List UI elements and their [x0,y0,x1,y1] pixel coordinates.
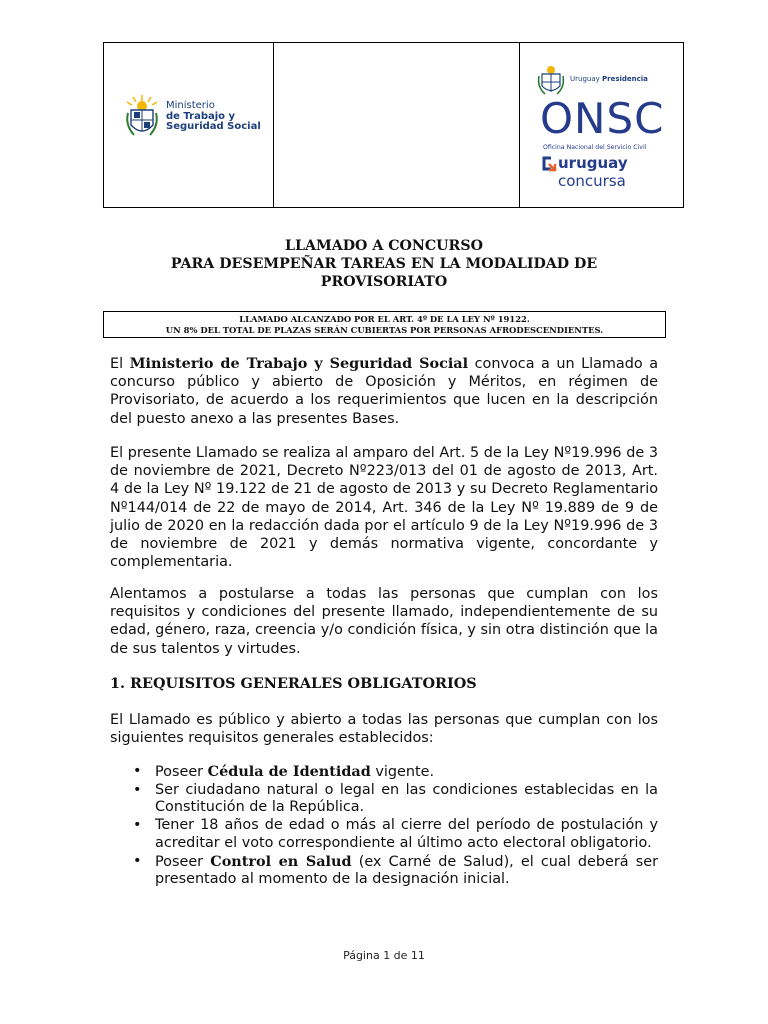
header-cell-mtss [104,43,274,207]
concursa-arrow-icon [540,155,558,173]
mtss-line1: Ministerio [166,100,215,111]
onsc-acronym: ONSC [540,94,665,143]
page-number: Página 1 de 11 [343,949,425,962]
document-title [110,237,658,291]
bullet-marker: • [133,817,142,834]
list-item: • Ser ciudadano natural o legal en las condiciones establecidas en la Constitución de la República. [133,781,658,816]
bullet-marker: • [133,763,142,779]
mtss-line3: Seguridad Social [166,121,261,132]
ministry-name: Ministerio de Trabajo y Seguridad Social [129,355,469,372]
notice-line1: LLAMADO ALCANZADO POR EL ART. 4º DE LA LEY Nº 19122. [239,314,530,324]
mtss-logo-text [166,101,261,133]
notice-line2: UN 8% DEL TOTAL DE PLAZAS SERÁN CUBIERTAS POR PERSONAS AFRODESCENDIENTES. [165,325,604,335]
title-line3: PROVISORIATO [320,274,448,290]
uruguay-concursa-label: uruguay concursa [558,154,628,190]
paragraph-inclusion: Alentamos a postularse a todas las personas que cumplan con los requisitos y condiciones del presente llamado, independientemente de su edad, género, raza, creencia y/o condición física, y sin otra distinción que la de sus talentos y virtudes. [110,586,658,657]
paragraph-requisitos-intro: El Llamado es público y abierto a todas las personas que cumplan con los siguientes requisitos generales establecidos: [110,712,658,747]
uruguay-presidencia-label: Uruguay Presidencia [570,75,648,83]
header-cell-onsc [520,43,683,207]
title-line1: LLAMADO A CONCURSO [285,238,483,254]
header-table [103,42,684,208]
paragraph-intro: El Ministerio de Trabajo y Seguridad Social convoca a un Llamado a concurso público y abierto de Oposición y Méritos, en régimen de Provisoriato, de acuerdo a los requerimientos que lucen en la descripción del puesto anexo a las presentes Bases. [110,355,659,427]
list-item: • Tener 18 años de edad o más al cierre del período de postulación y acreditar el voto correspondiente al último acto electoral obligatorio. [133,817,658,851]
list-item: • Poseer Control en Salud (ex Carné de Salud), el cual deberá ser presentado al momento de la designación inicial. [133,852,659,888]
paragraph-legal-basis: El presente Llamado se realiza al amparo del Art. 5 de la Ley Nº19.996 de 3 de noviembre de 2021, Decreto Nº223/013 del 01 de agosto de 2013, Art. 4 de la Ley Nº 19.122 de 21 de agosto de 2013 y su Decreto Reglamentario Nº144/014 de 22 de mayo de 2014, Art. 346 de la Ley Nº 19.889 de 9 de julio de 2020 en la redacción dada por el artículo 9 de la Ley Nº19.996 de 3 de noviembre de 2021 y demás normativa vigente, concordante y complementaria. [110,445,658,571]
requisitos-list [110,763,658,889]
section-heading-requisitos: 1. REQUISITOS GENERALES OBLIGATORIOS [110,675,477,692]
bullet-marker: • [133,781,142,798]
mtss-line2: de Trabajo y [166,110,236,122]
list-item: • Poseer Cédula de Identidad vigente. [133,763,435,780]
uruguay-shield-icon [536,63,566,97]
bullet-marker: • [133,852,142,869]
afrodescendant-notice-box [103,311,666,338]
title-line2: PARA DESEMPEÑAR TAREAS EN LA MODALIDAD DE [170,256,598,272]
header-cell-empty [274,43,520,207]
onsc-full-name: Oficina Nacional del Servicio Civil [543,144,647,151]
onsc-logo [520,43,683,207]
